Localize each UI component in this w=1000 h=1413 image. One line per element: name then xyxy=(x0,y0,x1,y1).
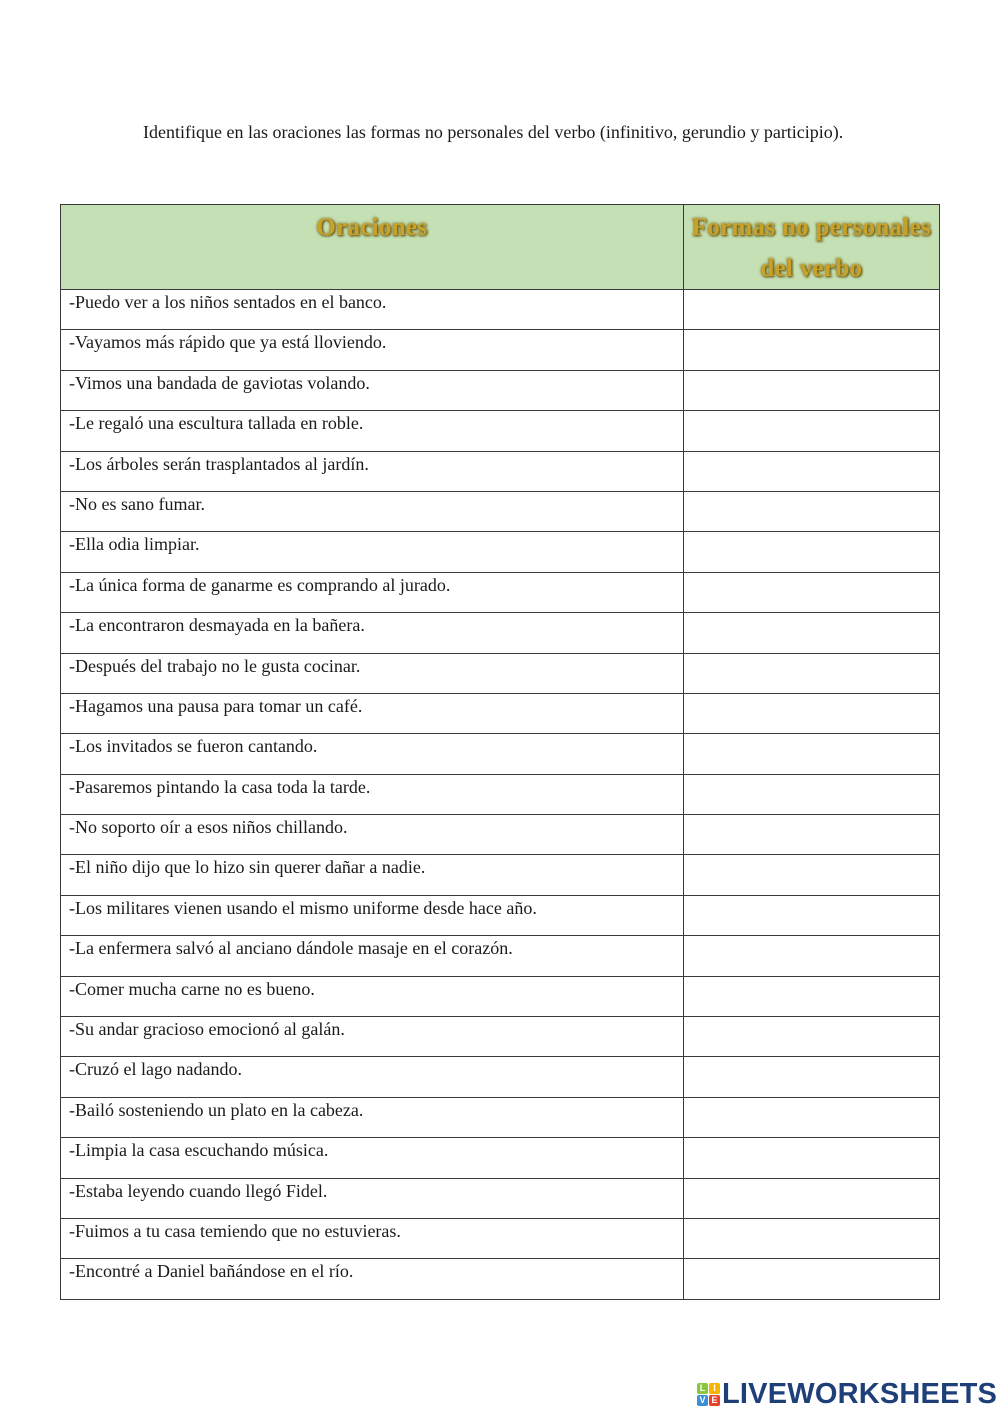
answer-input[interactable] xyxy=(684,734,943,775)
header-formas-no-personales: Formas no personales del verbo xyxy=(683,205,939,290)
answer-cell[interactable] xyxy=(683,1057,939,1097)
answer-cell[interactable] xyxy=(683,936,939,976)
table-row xyxy=(61,734,940,774)
answer-input[interactable] xyxy=(684,452,943,493)
answer-input[interactable] xyxy=(684,1138,943,1179)
sentence-cell: -Limpia la casa escuchando música. xyxy=(61,1138,684,1178)
answer-cell[interactable] xyxy=(683,290,939,330)
answer-cell[interactable] xyxy=(683,613,939,653)
answer-input[interactable] xyxy=(684,1179,943,1220)
sentence-cell: -Vimos una bandada de gaviotas volando. xyxy=(61,370,684,410)
sentence-cell: -Su andar gracioso emocionó al galán. xyxy=(61,1017,684,1057)
answer-input[interactable] xyxy=(684,654,943,695)
table-row xyxy=(61,491,940,531)
sentence-cell: -La única forma de ganarme es comprando al jurado. xyxy=(61,572,684,612)
table-row xyxy=(61,290,940,330)
liveworksheets-logo xyxy=(697,1378,997,1411)
sentence-cell: -Encontré a Daniel bañándose en el río. xyxy=(61,1259,684,1299)
sentence-cell: -No soporto oír a esos niños chillando. xyxy=(61,815,684,855)
sentence-cell: -Pasaremos pintando la casa toda la tarde. xyxy=(61,774,684,814)
answer-cell[interactable] xyxy=(683,532,939,572)
instructions-text: Identifique en las oraciones las formas no personales del verbo (infinitivo, gerundio y participio). xyxy=(143,122,844,142)
sentence-cell: -Después del trabajo no le gusta cocinar. xyxy=(61,653,684,693)
sentence-cell: -La encontraron desmayada en la bañera. xyxy=(61,613,684,653)
answer-input[interactable] xyxy=(684,492,943,533)
answer-cell[interactable] xyxy=(683,572,939,612)
sentence-cell: -Los militares vienen usando el mismo uniforme desde hace año. xyxy=(61,895,684,935)
answer-cell[interactable] xyxy=(683,1178,939,1218)
answer-cell[interactable] xyxy=(683,491,939,531)
table-row xyxy=(61,774,940,814)
answer-input[interactable] xyxy=(684,411,943,452)
logo-text: LIVEWORKSHEETS xyxy=(722,1378,998,1410)
answer-input[interactable] xyxy=(684,1259,943,1300)
answer-input[interactable] xyxy=(684,1098,943,1139)
exercise-table xyxy=(60,204,940,1300)
sentence-cell: -Le regaló una escultura tallada en roble. xyxy=(61,411,684,451)
answer-input[interactable] xyxy=(684,1017,943,1058)
answer-input[interactable] xyxy=(684,936,943,977)
answer-input[interactable] xyxy=(684,613,943,654)
sentence-cell: -Puedo ver a los niños sentados en el banco. xyxy=(61,290,684,330)
answer-cell[interactable] xyxy=(683,1259,939,1299)
sentence-cell: -La enfermera salvó al anciano dándole masaje en el corazón. xyxy=(61,936,684,976)
answer-input[interactable] xyxy=(684,694,943,735)
answer-cell[interactable] xyxy=(683,1097,939,1137)
header-oraciones: Oraciones xyxy=(61,205,684,290)
sentence-cell: -Comer mucha carne no es bueno. xyxy=(61,976,684,1016)
sentence-cell: -Fuimos a tu casa temiendo que no estuvieras. xyxy=(61,1218,684,1258)
table-row xyxy=(61,976,940,1016)
answer-input[interactable] xyxy=(684,371,943,412)
sentence-cell: -Ella odia limpiar. xyxy=(61,532,684,572)
answer-cell[interactable] xyxy=(683,653,939,693)
answer-cell[interactable] xyxy=(683,1138,939,1178)
table-row xyxy=(61,1097,940,1137)
answer-input[interactable] xyxy=(684,815,943,856)
answer-input[interactable] xyxy=(684,573,943,614)
table-row xyxy=(61,451,940,491)
answer-cell[interactable] xyxy=(683,734,939,774)
sentence-cell: -El niño dijo que lo hizo sin querer dañar a nadie. xyxy=(61,855,684,895)
sentence-cell: -Bailó sosteniendo un plato en la cabeza. xyxy=(61,1097,684,1137)
sentence-cell: -Hagamos una pausa para tomar un café. xyxy=(61,693,684,733)
answer-cell[interactable] xyxy=(683,815,939,855)
answer-cell[interactable] xyxy=(683,411,939,451)
answer-input[interactable] xyxy=(684,855,943,896)
table-row xyxy=(61,653,940,693)
answer-cell[interactable] xyxy=(683,330,939,370)
table-row xyxy=(61,1017,940,1057)
table-row xyxy=(61,330,940,370)
table-row xyxy=(61,1178,940,1218)
answer-input[interactable] xyxy=(684,896,943,937)
answer-cell[interactable] xyxy=(683,774,939,814)
table-row xyxy=(61,1057,940,1097)
table-row xyxy=(61,613,940,653)
sentence-cell: -Los invitados se fueron cantando. xyxy=(61,734,684,774)
answer-cell[interactable] xyxy=(683,855,939,895)
table-row xyxy=(61,1259,940,1299)
answer-input[interactable] xyxy=(684,775,943,816)
table-row xyxy=(61,411,940,451)
answer-cell[interactable] xyxy=(683,370,939,410)
table-header-row xyxy=(61,205,940,290)
table-row xyxy=(61,1138,940,1178)
logo-block-e: E xyxy=(709,1395,720,1406)
sentence-cell: -No es sano fumar. xyxy=(61,491,684,531)
table-row xyxy=(61,815,940,855)
logo-block-l: L xyxy=(697,1383,708,1394)
sentence-cell: -Los árboles serán trasplantados al jardín. xyxy=(61,451,684,491)
table-row xyxy=(61,936,940,976)
answer-input[interactable] xyxy=(684,1219,943,1260)
answer-input[interactable] xyxy=(684,977,943,1018)
answer-input[interactable] xyxy=(684,532,943,573)
table-row xyxy=(61,532,940,572)
answer-cell[interactable] xyxy=(683,1218,939,1258)
answer-input[interactable] xyxy=(684,290,943,331)
answer-input[interactable] xyxy=(684,330,943,371)
sentence-cell: -Cruzó el lago nadando. xyxy=(61,1057,684,1097)
table-row xyxy=(61,572,940,612)
table-row xyxy=(61,1218,940,1258)
answer-cell[interactable] xyxy=(683,1017,939,1057)
table-row xyxy=(61,855,940,895)
table-body xyxy=(61,290,940,1300)
table-row xyxy=(61,370,940,410)
table-row xyxy=(61,895,940,935)
answer-input[interactable] xyxy=(684,1057,943,1098)
sentence-cell: -Estaba leyendo cuando llegó Fidel. xyxy=(61,1178,684,1218)
answer-cell[interactable] xyxy=(683,976,939,1016)
live-blocks-icon xyxy=(697,1383,720,1406)
table-row xyxy=(61,693,940,733)
logo-block-i: I xyxy=(709,1383,720,1394)
answer-cell[interactable] xyxy=(683,451,939,491)
sentence-cell: -Vayamos más rápido que ya está lloviendo. xyxy=(61,330,684,370)
logo-block-v: V xyxy=(697,1395,708,1406)
answer-cell[interactable] xyxy=(683,895,939,935)
answer-cell[interactable] xyxy=(683,693,939,733)
